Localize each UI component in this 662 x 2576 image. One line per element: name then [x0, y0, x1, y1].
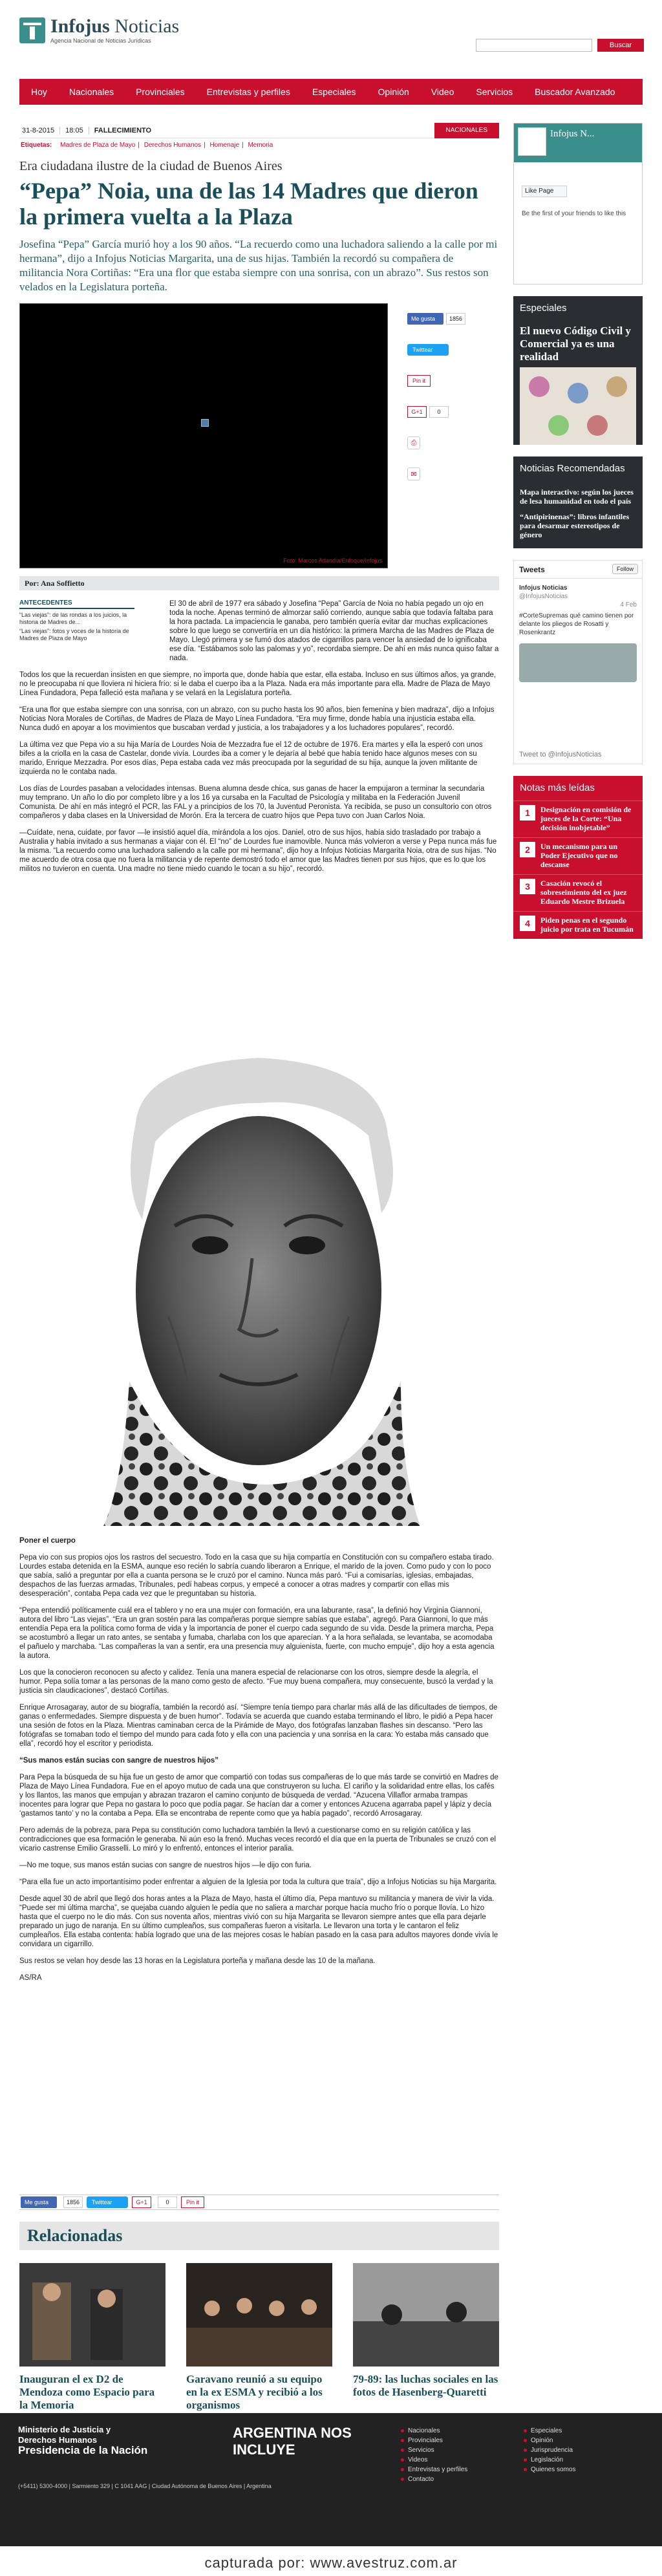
related-photo-scene [19, 2263, 166, 2367]
related-photo-scene [186, 2263, 332, 2367]
portrait-photo [19, 1045, 494, 1526]
search-input[interactable] [476, 39, 592, 52]
pin-it-button[interactable]: Pin it [407, 375, 431, 387]
google-plus-button[interactable]: G+1 [132, 2196, 151, 2208]
article-paragraph: Desde aquel 30 de abril que llegó dos horas antes a la Plaza de Mayo, hasta el último día, Pepa mantuvo su militancia y manera de vivir la vida. “Puede ser mi última marcha”, se quejaba cuando alguien le pedía que no saliera a marchar porque hacía mucho frío o porque llovía. Lo hizo hasta que el cuerpo no le dio más. Con sus noventa años, mientras vivió con su hija Margarita se llevaron siempre antes que ella para dejarle preparado un jugo de naranja. En su último cumpleaños, sus compañeras fueron a visitarla. Le llevaron una torta y le cantaron el feliz cumpleaños. Ella estaba contenta: había logrado que una de las mejores cosas le habían pasado en la casa para adultos mayores donde vivía le convidara un cigarrillo. [19, 1895, 498, 1948]
google-plus-count: 0 [158, 2196, 177, 2208]
tweet-to-link[interactable]: Tweet to @InfojusNoticias [519, 751, 602, 758]
related-title: Relacionadas [19, 2222, 499, 2250]
google-plus-button[interactable]: G+1 [407, 406, 427, 418]
facebook-like-button[interactable]: Me gusta [407, 313, 443, 325]
search-button[interactable]: Buscar [597, 39, 644, 52]
mas-leida-item[interactable] [513, 837, 643, 874]
nav-item-nacionales[interactable]: Nacionales [69, 87, 114, 97]
mas-leida-link[interactable]: Un mecanismo para un Poder Ejecutivo que no descanse [540, 842, 618, 869]
tweets-title: Tweets [514, 561, 642, 579]
rank-number: 1 [520, 805, 535, 821]
article-paragraph: Los días de Lourdes pasaban a velocidades intensas. Buena alumna desde chica, sus ganas de hacer la empujaron a terminar la secundaria muy temprano. Un año lo dio por completo libre y a los 16 ya cursaba en la Facultad de Psicología y militaba en la Federación Juvenil Comunista. De ahí en más integró el PCR, las FAL y a principios de los 70, la Juventud Peronista. Ya recibida, se puso un consultorio con otros compañeros y daba clases en la Universidad de Morón. Era la tercera de cuatro hijos que Pepa tuvo con Juan Carlos Noia. [19, 785, 492, 820]
related-thumbnail[interactable] [19, 2263, 166, 2367]
mas-leida-item[interactable] [513, 800, 643, 837]
capture-caption: capturada por: www.avestruz.com.ar [0, 2550, 662, 2576]
article-paragraph: Todos los que la recuerdan insisten en que siempre, no importa que, donde había que estar, ella estaba. Incluso en sus últimos años, ya grande, no le preocupaba ni que lloviera ni hiciera frío: si le daba el cuerpo iba a la Plaza. Nada era más importante para ella. Madre de Plaza de Mayo Línea Fundadora, Pepa falleció esta mañana y se velará en la Legislatura porteña. [19, 671, 496, 697]
tweet-button[interactable]: Twittear [407, 344, 449, 356]
share-panel [407, 312, 485, 499]
related-caption[interactable]: Garavano reunió a su equipo en la ex ESMA y recibió a los organismos [186, 2373, 323, 2411]
related-item[interactable] [19, 2263, 166, 2412]
antecedentes-title: ANTECEDENTES [19, 599, 134, 609]
twitter-follow-button[interactable]: Follow [612, 564, 638, 574]
twitter-widget [513, 560, 643, 764]
sidebar [513, 123, 643, 950]
especiales-promo[interactable]: El nuevo Código Civil y Comercial ya es una realidad [520, 325, 631, 363]
article-body [19, 599, 499, 874]
facebook-page-name[interactable]: Infojus N... [550, 129, 595, 139]
tag-link[interactable]: Homenaje [209, 142, 240, 149]
byline: Por: Ana Soffietto [19, 576, 499, 590]
article-column [19, 123, 499, 881]
footer-link[interactable]: Contacto [401, 2474, 467, 2484]
nav-item-video[interactable]: Video [431, 87, 454, 97]
article-paragraph: Pero además de la pobreza, para Pepa su constitución como luchadora también la llevó a cuestionarse como en su religión católica y las contradicciones que esa formación le generaba. Ni aún eso la frenó. Muchas veces recordó el día que en la puerta de Tribunales se cruzó con el vicario castrense Emilio Grasselli. Lo miró y lo enfrentó, entonces el interior paralia. [19, 1827, 496, 1852]
footer-links-col1 [401, 2426, 467, 2484]
footer-link[interactable]: Quienes somos [524, 2465, 575, 2474]
subhead-manos-sucias: “Sus manos están sucias con sangre de nuestros hijos” [19, 1757, 219, 1765]
recomendada-link[interactable]: “Antipirinenas”: libros infantiles para desarmar estereotipos de género [520, 512, 630, 539]
logo-subtitle: Agencia Nacional de Noticias Jurídicas [50, 38, 151, 44]
article-paragraph: Pepa vio con sus propios ojos los rastros del secuestro. Todo en la casa que su hija compartía en Constitución con su compañero estaba tirado. Lourdes estaba detenida en la ESMA, aunque eso recién lo sabría cuando liberaron a Enrique, el marido de la joven. Como pudo y con lo poco que sabía, salió a preguntar por ella a cuanta persona se le cruzó por el camino. Nunca más paró. “Fui a comisarías, iglesias, embajadas, despachos de las fuerzas armadas, Tribunales, pedí habeas corpus, y empecé a conocer a otras madres y compartir con ellas mis desesperación”, contaba Pepa cada vez que le preguntaban su historia. [19, 1554, 494, 1598]
recomendadas-title: Noticias Recomendadas [513, 456, 643, 481]
article-lead: Josefina “Pepa” García murió hoy a los 90 años. “La recuerdo como una luchadora saliendo a la calle por mi hermana”, dijo a Infojus Noticias Margarita, una de sus hijas. También la recordó su compañera de militancia Nora Cortiñas: “Era una flor que estaba siempre con una sonrisa, con un abrazo”. Sus restos son velados en la Legislatura porteña. [19, 238, 498, 293]
site-header [0, 0, 662, 67]
footer-link[interactable]: Videos [401, 2455, 467, 2465]
article-paragraph: “Era una flor que estaba siempre con una sonrisa, con un abrazo, con su pucho hasta los 90 años, bien femenina y bien madraza”, dijo a Infojus Noticias Nora Morales de Cortiñas, de Madres de Plaza de Mayo Línea Fundadora. “Era muy firme, donde había una injusticia estaba ella. Nunca dudó en apoyar a los movimientos que buscaban verdad y justicia, a los trabajadores y a los luchadores populares”, recordó. [19, 706, 495, 732]
facebook-like-count: 1856 [63, 2196, 83, 2208]
tags-row: Etiquetas: Madres de Plaza de Mayo | Derechos Humanos | Homenaje | Memoria [21, 142, 273, 149]
footer-ministry-name: Ministerio de Justicia y Derechos Humanos [18, 2425, 111, 2445]
nav-item-entrevistas[interactable]: Entrevistas y perfiles [206, 87, 290, 97]
article-date: 31-8-2015 [19, 127, 60, 134]
site-logo[interactable] [19, 17, 179, 44]
site-footer [0, 2413, 662, 2546]
related-photo-scene [353, 2263, 499, 2367]
mas-leidas-box [513, 776, 643, 939]
mas-leida-link[interactable]: Piden penas en el segundo juicio por trata en Tucumán [540, 916, 634, 934]
article-kicker: Era ciudadana ilustre de la ciudad de Buenos Aires [19, 159, 283, 173]
rank-number: 2 [520, 842, 535, 857]
footer-link[interactable]: Opinión [524, 2436, 575, 2445]
especiales-collage [520, 367, 636, 445]
article-paragraph: —Cuídate, nena, cuidate, por favor —le insistió aquel día, mirándola a los ojos. Daniel, otro de sus hijos, había sido trasladado por trabajo a Australia y había invitado a sus hermanas a viajar con él. El “no” de Lourdes fue inamovible. Nunca más volvieron a verse y Pepa nunca más fue la misma. “La recuerdo como una luchadora saliendo a la calle por mi hermana”, dijo hoy a Infojus Noticias Margarita Noia, otra de sus hijas. “No me acuerdo de otra cosa que no fuera la militancia y de repente demostró todo el amor que las Madres tienen por sus hijos, que es lo que los militos no tuvieron en cuenta. Una madre no tiene miedo cuando le tocan a su hijo”, recordó. [19, 829, 497, 873]
related-thumbnail[interactable] [353, 2263, 499, 2367]
especiales-image[interactable] [520, 367, 636, 445]
article-paragraph: —No me toque, sus manos están sucias con sangre de nuestros hijos —le dijo con furia. [19, 1862, 312, 1869]
bottom-share-bar [19, 2195, 499, 2210]
footer-link[interactable]: Jurisprudencia [524, 2445, 575, 2455]
article-paragraph: La última vez que Pepa vio a su hija María de Lourdes Noia de Mezzadra fue el 12 de octubre de 1976. Era martes y ella la esperó con unos bifes a la criolla en la casa de Castelar, donde vivía. Lourdes iba a comer y le dejaría al bebé que había tenido hace algunos meses con su marido, Enrique Mezzadra. Por esos días, Pepa estaba cada vez más preocupada por la seguridad de su hija, aunque la joven militante de izquierda no le contaba nada. [19, 741, 483, 776]
nav-item-opinion[interactable]: Opinión [378, 87, 409, 97]
footer-presidency: Presidencia de la Nación [18, 2444, 148, 2456]
mas-leida-item[interactable] [513, 874, 643, 911]
logo-title: Infojus Noticias [50, 16, 180, 37]
mas-leida-link[interactable]: Designación en comisión de jueces de la Corte: “Una decisión inobjetable” [540, 805, 632, 832]
related-item[interactable] [353, 2263, 499, 2399]
article-time: 18:05 [60, 127, 89, 134]
tag-link[interactable]: Derechos Humanos [144, 142, 202, 149]
facebook-widget-header [514, 123, 642, 162]
nav-item-servicios[interactable]: Servicios [476, 87, 513, 97]
article-paragraph: “Para ella fue un acto importantísimo poder enfrentar a alguien de la Iglesia por toda la cultura que traía”, dijo a Infojus Noticias su hija Margarita. [19, 1878, 497, 1886]
footer-address: (+5411) 5300-4000 | Sarmiento 329 | C 1041 AAG | Ciudad Autónoma de Buenos Aires | Argentina [18, 2483, 272, 2489]
rank-number: 4 [520, 916, 535, 931]
tag-link[interactable]: Madres de Plaza de Mayo [60, 142, 136, 149]
section-badge[interactable]: NACIONALES [434, 123, 499, 138]
footer-links-col2 [524, 2426, 575, 2474]
facebook-page-avatar[interactable] [518, 127, 546, 156]
video-player[interactable] [19, 303, 388, 568]
pin-it-button[interactable]: Pin it [181, 2196, 204, 2208]
tweet-handle[interactable]: @InfojusNoticias [519, 593, 568, 600]
email-icon[interactable]: ✉ [407, 467, 420, 480]
mas-leidas-title: Notas más leídas [520, 782, 595, 793]
related-item[interactable] [186, 2263, 332, 2412]
antecedentes-box [19, 599, 134, 644]
footer-link[interactable]: Provinciales [401, 2436, 467, 2445]
photo-credit: Foto: Marcos Adandia/Enfoque/Infojus [283, 557, 382, 564]
related-caption[interactable]: Inauguran el ex D2 de Mendoza como Espacio para la Memoria [19, 2373, 155, 2411]
article-signature: AS/RA [19, 1974, 42, 1982]
article-meta [19, 123, 499, 138]
nav-item-hoy[interactable]: Hoy [31, 87, 47, 97]
especiales-box [513, 296, 643, 445]
facebook-like-count: 1856 [446, 313, 465, 325]
facebook-widget-text: Be the first of your friends to like this [522, 210, 626, 217]
recomendadas-box [513, 456, 643, 548]
footer-argentina-logo: ARGENTINA NOS INCLUYE [233, 2425, 352, 2458]
article-paragraph: El 30 de abril de 1977 era sábado y Josefina “Pepa” García de Noia no había pegado un ojo en toda la noche. Apenas terminó de almorzar salió corriendo, aunque sabía que todavía faltaba para la hora pactada. La impaciencia le ganaba, pero también quería evitar dar muchas explicaciones sobre lo que luego se convertiría en un día histórico: la primera Marcha de las Madres de Plaza de Mayo. Llegó primera y se fumó dos atados de cigarrillos para vencer la ansiedad de lo ignificaba ese día. “Estábamos solo las palomas y yo”, recordaba siempre. De ahí en más nunca quiso faltar a nada. [169, 600, 499, 662]
related-caption[interactable]: 79-89: las luchas sociales en las fotos de Hasenberg-Quaretti [353, 2373, 498, 2398]
article-body-continued [19, 1536, 499, 1990]
footer-link[interactable]: Legislación [524, 2455, 575, 2465]
footer-link[interactable]: Nacionales [401, 2426, 467, 2436]
facebook-like-page-button[interactable]: Like Page [522, 186, 567, 197]
portrait-illustration [19, 1045, 494, 1526]
especiales-title: Especiales [513, 296, 643, 321]
mas-leida-link[interactable]: Casación revocó el sobreseimiento del ex juez Eduardo Mestre Brizuela [540, 879, 627, 906]
nav-item-buscador[interactable]: Buscador Avanzado [535, 87, 615, 97]
antecedente-link[interactable]: “Las viejas”: fotos y voces de la historia de Madres de Plaza de Mayo [19, 628, 129, 641]
footer-link[interactable]: Especiales [524, 2426, 575, 2436]
subhead-poner-cuerpo: Poner el cuerpo [19, 1537, 76, 1545]
related-thumbnail[interactable] [186, 2263, 332, 2367]
article-headline: “Pepa” Noia, una de las 14 Madres que dieron la primera vuelta a la Plaza [19, 178, 478, 230]
tweet-account[interactable]: Infojus Noticias [519, 585, 568, 592]
recomendada-link[interactable]: Mapa interactivo: según los jueces de lesa humanidad en todo el país [520, 488, 634, 506]
footer-link[interactable]: Entrevistas y perfiles [401, 2465, 467, 2474]
facebook-page-widget [513, 123, 643, 284]
tweet-image[interactable] [519, 643, 637, 682]
media-block [19, 303, 499, 570]
nav-item-especiales[interactable]: Especiales [312, 87, 356, 97]
tweet-date: 4 Feb [620, 601, 637, 608]
facebook-like-button[interactable]: Me gusta [21, 2196, 57, 2208]
footer-ministry [18, 2425, 147, 2456]
tweet-button[interactable]: Twittear [87, 2196, 128, 2208]
nav-item-provinciales[interactable]: Provinciales [136, 87, 185, 97]
logo-mark-icon [19, 17, 45, 43]
tag-link[interactable]: Memoria [248, 142, 273, 149]
article-paragraph: Sus restos se velan hoy desde las 13 horas en la Legislatura porteña y mañana desde las 10 de la mañana. [19, 1957, 376, 1965]
rank-number: 3 [520, 879, 535, 894]
antecedente-link[interactable]: “Las viejas”: de las rondas a los juicios, la historia de Madres de... [19, 612, 127, 625]
print-icon[interactable]: ⎙ [407, 436, 420, 449]
footer-link[interactable]: Servicios [401, 2445, 467, 2455]
tweet-text: #CorteSupremas qué camino tienen por delante los pliegos de Rosatti y Rosenkrantz [519, 612, 634, 636]
article-paragraph: Enrique Arrosagaray, autor de su biografía, también la recordó así. “Siempre tenía tiempo para charlar más allá de las dificultades de tiempos, de ganas o enfermedades. Siempre dispuesta y de buen humor”. Todavía se acuerda que cuando estaba terminando el libro, le pidió a Pepa hacer una sesión de fotos en la Plaza. Mientras caminaban cerca de la Pirámide de Mayo, dos fotógrafas lanzaban flashes sin descanso. “Pero las fotógrafas se tomaban todo el tiempo del mundo para cada foto y ella con una paciencia y una sonrisa en la cara: Yo estaba más cansado que ella”, recordó hoy el escritor y periodista. [19, 1704, 498, 1748]
play-icon[interactable] [201, 419, 209, 427]
article-paragraph: Los que la conocieron reconocen su afecto y calidez. Tenía una manera especial de relacionarse con los otros, siempre desde la alegría, el humor. Pepa solía tomar a las personas de la mano como gesto de afecto. “Fue muy buena compañera, muy consecuente, buscó la verdad y la justicia sin claudicaciones”, destacó Cortiñas. [19, 1669, 493, 1695]
mas-leida-item[interactable] [513, 911, 643, 939]
article-section: FALLECIMIENTO [94, 126, 152, 134]
tags-label: Etiquetas: [21, 142, 52, 149]
main-nav [19, 79, 643, 105]
article-paragraph: “Pepa entendió políticamente cuál era el tablero y no era una mujer con formación, era una laburante, rasa”, la definió hoy Virginia Giannoni, autora del libro “Las viejas”. “Era un gran sostén para las compañeras porque siempre sabías que estaba”, agregó. Para Giannoni, lo que más entendía Pepa era la política como forma de vida y la importancia de poner el cuerpo cada segundo de su vida. Desde la primera marcha, Pepa se acostumbró a llegar un rato antes, se sentaba y fumaba, charlaba con los que aparecían. Y a la hora señalada, se levantaba, se acomodaba el pañuelo y marchaba. “Las compañeras la van a sentir, era una presencia muy alguienista, fuerte, con mucho empuje”, dijo hoy a esta agencia la autora. [19, 1607, 495, 1660]
google-plus-count: 0 [429, 406, 449, 418]
article-paragraph: Para Pepa la búsqueda de su hija fue un gesto de amor que compartió con todas sus compañeras de lo que más tarde se convirtió en Madres de Plaza de Mayo Línea Fundadora. Fue en el apoyo mutuo de cada una que construyeron su lucha. El cariño y la solidaridad entre ellas, los cafés y los llantos, las manos que empujan y abrazan trazaron el camino conjunto de búsqueda de verdad. “Azucena Villaflor armaba trampas inocentes para lograr que Pepa no gastara lo poco que podía pagar. Se hacían dar a comer y entonces Azucena agarraba papel y lápiz y decía ‘gastamos tanto’ y no la contaba a Pepa. Ella se encontraba de repente como que ya había pagado”, recordó Arrosagaray. [19, 1774, 498, 1818]
